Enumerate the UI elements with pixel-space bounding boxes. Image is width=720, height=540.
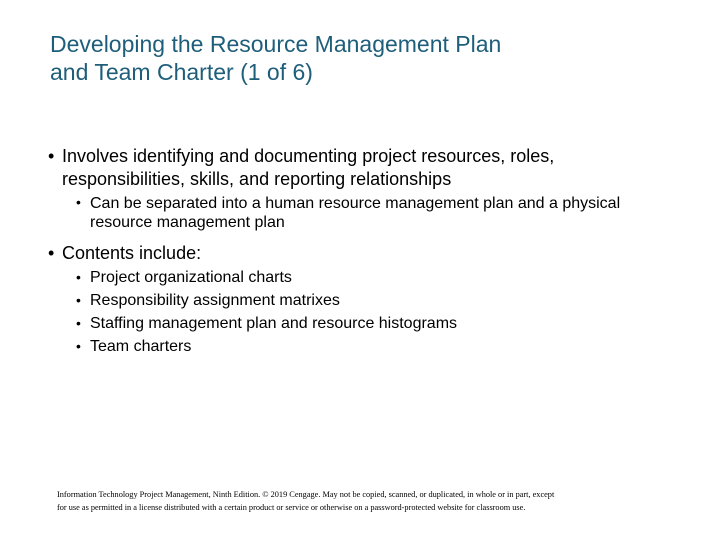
sub-bullet-item bbox=[76, 314, 678, 334]
bullet-text: Contents include: bbox=[62, 243, 202, 263]
footer-line-2: for use as permitted in a license distributed with a certain product or service or otherwise on a password-protected website for classroom use. bbox=[57, 503, 526, 512]
sub-bullet-icon: • bbox=[76, 194, 81, 210]
sub-bullet-list bbox=[76, 268, 678, 357]
footer-line-1: Information Technology Project Management, Ninth Edition. © 2019 Cengage. May not be copied, scanned, or duplicated, in whole or in part, except bbox=[57, 490, 555, 499]
bullet-group-2 bbox=[48, 242, 678, 357]
sub-bullet-text: Team charters bbox=[90, 338, 192, 355]
bullet-item bbox=[48, 145, 678, 191]
sub-bullet-text: Project organizational charts bbox=[90, 269, 292, 286]
sub-bullet-list bbox=[76, 194, 678, 232]
slide-title-line-2: and Team Charter (1 of 6) bbox=[50, 59, 313, 85]
sub-bullet-item bbox=[76, 337, 678, 357]
copyright-footer bbox=[57, 488, 667, 514]
sub-bullet-item bbox=[76, 194, 678, 232]
bullet-text: Involves identifying and documenting project resources, roles, responsibilities, skills, and reporting relationships bbox=[62, 146, 555, 189]
sub-bullet-item bbox=[76, 268, 678, 288]
sub-bullet-icon: • bbox=[76, 315, 81, 331]
slide-title-line-1: Developing the Resource Management Plan bbox=[50, 31, 502, 57]
sub-bullet-text: Staffing management plan and resource histograms bbox=[90, 315, 458, 332]
sub-bullet-text: Can be separated into a human resource management plan and a physical resource management plan bbox=[90, 195, 621, 231]
sub-bullet-text: Responsibility assignment matrixes bbox=[90, 292, 340, 309]
slide-title bbox=[50, 30, 670, 86]
bullet-icon: • bbox=[48, 243, 55, 263]
sub-bullet-icon: • bbox=[76, 338, 81, 354]
bullet-item bbox=[48, 242, 678, 265]
sub-bullet-icon: • bbox=[76, 269, 81, 285]
sub-bullet-icon: • bbox=[76, 292, 81, 308]
sub-bullet-item bbox=[76, 291, 678, 311]
bullet-icon: • bbox=[48, 146, 55, 166]
bullet-group-1 bbox=[48, 145, 678, 232]
slide-content bbox=[48, 145, 678, 357]
